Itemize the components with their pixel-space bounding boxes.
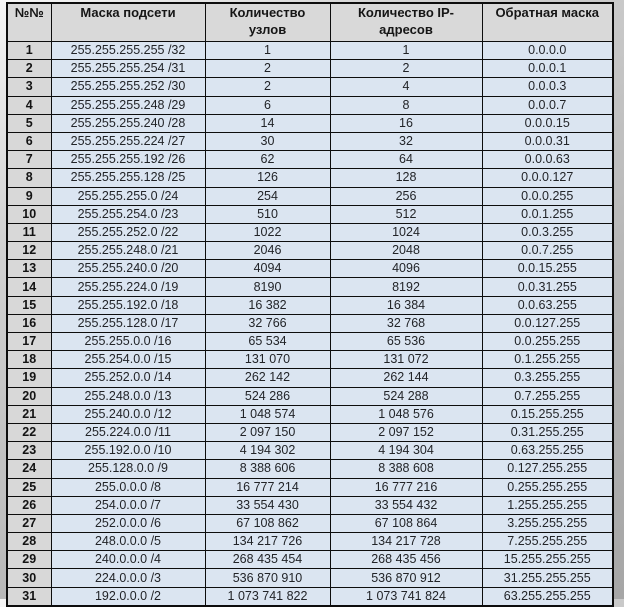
table-row [7,60,613,78]
cell-ip-count: 2048 [330,242,482,260]
cell-ip-count: 134 217 728 [330,533,482,551]
cell-inverse-mask: 0.0.63.255 [482,296,613,314]
cell-inverse-mask: 0.0.15.255 [482,260,613,278]
header-ip-count [330,3,482,42]
cell-subnet-mask: 255.128.0.0 /9 [51,460,205,478]
cell-subnet-mask: 255.255.240.0 /20 [51,260,205,278]
cell-ip-count: 67 108 864 [330,514,482,532]
table-row [7,587,613,606]
cell-host-count: 126 [205,169,330,187]
cell-host-count: 65 534 [205,333,330,351]
table-row [7,478,613,496]
cell-subnet-mask: 255.255.255.252 /30 [51,78,205,96]
table-row [7,569,613,587]
cell-ip-count: 524 288 [330,387,482,405]
cell-ip-count: 1 073 741 824 [330,587,482,606]
cell-subnet-mask: 255.255.128.0 /17 [51,314,205,332]
cell-inverse-mask: 0.0.0.3 [482,78,613,96]
cell-number: 11 [7,223,51,241]
cell-number: 23 [7,442,51,460]
cell-host-count: 8 388 606 [205,460,330,478]
table-row [7,242,613,260]
cell-host-count: 1022 [205,223,330,241]
cell-host-count: 14 [205,114,330,132]
header-line: узлов [248,22,287,37]
cell-inverse-mask: 0.3.255.255 [482,369,613,387]
cell-number: 16 [7,314,51,332]
cell-host-count: 2 097 150 [205,423,330,441]
cell-ip-count: 256 [330,187,482,205]
cell-subnet-mask: 192.0.0.0 /2 [51,587,205,606]
cell-number: 7 [7,151,51,169]
cell-number: 18 [7,351,51,369]
cell-host-count: 4094 [205,260,330,278]
cell-inverse-mask: 0.0.31.255 [482,278,613,296]
cell-subnet-mask: 255.192.0.0 /10 [51,442,205,460]
table-row [7,551,613,569]
cell-inverse-mask: 0.0.0.31 [482,132,613,150]
table-row [7,96,613,114]
cell-inverse-mask: 0.15.255.255 [482,405,613,423]
cell-subnet-mask: 255.254.0.0 /15 [51,351,205,369]
cell-ip-count: 16 777 216 [330,478,482,496]
cell-host-count: 16 382 [205,296,330,314]
cell-inverse-mask: 0.0.3.255 [482,223,613,241]
table-row [7,78,613,96]
cell-ip-count: 16 384 [330,296,482,314]
cell-host-count: 2046 [205,242,330,260]
cell-number: 2 [7,60,51,78]
header-row [7,3,613,42]
cell-host-count: 131 070 [205,351,330,369]
cell-ip-count: 262 144 [330,369,482,387]
cell-host-count: 67 108 862 [205,514,330,532]
cell-number: 12 [7,242,51,260]
header-line: Количество IP- [358,5,454,20]
cell-host-count: 2 [205,60,330,78]
cell-inverse-mask: 0.0.0.127 [482,169,613,187]
cell-inverse-mask: 1.255.255.255 [482,496,613,514]
cell-subnet-mask: 255.248.0.0 /13 [51,387,205,405]
cell-host-count: 254 [205,187,330,205]
cell-inverse-mask: 0.63.255.255 [482,442,613,460]
cell-host-count: 268 435 454 [205,551,330,569]
table-row [7,114,613,132]
cell-inverse-mask: 0.0.1.255 [482,205,613,223]
cell-host-count: 8190 [205,278,330,296]
cell-number: 29 [7,551,51,569]
table-row [7,333,613,351]
cell-host-count: 536 870 910 [205,569,330,587]
cell-subnet-mask: 255.255.252.0 /22 [51,223,205,241]
cell-host-count: 134 217 726 [205,533,330,551]
cell-ip-count: 32 [330,132,482,150]
table-row [7,460,613,478]
cell-subnet-mask: 255.252.0.0 /14 [51,369,205,387]
cell-subnet-mask: 255.224.0.0 /11 [51,423,205,441]
cell-inverse-mask: 0.0.0.1 [482,60,613,78]
cell-subnet-mask: 240.0.0.0 /4 [51,551,205,569]
table-row [7,151,613,169]
cell-host-count: 62 [205,151,330,169]
cell-ip-count: 32 768 [330,314,482,332]
cell-number: 9 [7,187,51,205]
cell-inverse-mask: 0.127.255.255 [482,460,613,478]
cell-host-count: 16 777 214 [205,478,330,496]
header-subnet-mask [51,3,205,42]
cell-subnet-mask: 255.255.248.0 /21 [51,242,205,260]
cell-number: 3 [7,78,51,96]
cell-ip-count: 2 [330,60,482,78]
header-line: адресов [379,22,433,37]
cell-number: 5 [7,114,51,132]
cell-ip-count: 128 [330,169,482,187]
table-row [7,314,613,332]
cell-number: 8 [7,169,51,187]
cell-ip-count: 8192 [330,278,482,296]
cell-host-count: 6 [205,96,330,114]
cell-inverse-mask: 31.255.255.255 [482,569,613,587]
cell-subnet-mask: 255.0.0.0 /8 [51,478,205,496]
cell-ip-count: 536 870 912 [330,569,482,587]
cell-inverse-mask: 0.0.0.63 [482,151,613,169]
cell-inverse-mask: 0.255.255.255 [482,478,613,496]
cell-ip-count: 1 [330,42,482,60]
cell-inverse-mask: 0.0.0.15 [482,114,613,132]
cell-host-count: 262 142 [205,369,330,387]
cell-inverse-mask: 3.255.255.255 [482,514,613,532]
cell-number: 28 [7,533,51,551]
cell-ip-count: 131 072 [330,351,482,369]
header-line: №№ [14,5,44,20]
cell-host-count: 1 [205,42,330,60]
cell-inverse-mask: 0.7.255.255 [482,387,613,405]
table-row [7,423,613,441]
cell-subnet-mask: 254.0.0.0 /7 [51,496,205,514]
cell-host-count: 32 766 [205,314,330,332]
cell-ip-count: 4 [330,78,482,96]
table-row [7,405,613,423]
cell-host-count: 524 286 [205,387,330,405]
table-row [7,260,613,278]
table-row [7,296,613,314]
cell-ip-count: 1 048 576 [330,405,482,423]
cell-number: 24 [7,460,51,478]
cell-ip-count: 64 [330,151,482,169]
cell-number: 26 [7,496,51,514]
cell-inverse-mask: 0.0.0.7 [482,96,613,114]
cell-ip-count: 4096 [330,260,482,278]
header-number [7,3,51,42]
cell-number: 25 [7,478,51,496]
cell-subnet-mask: 255.255.255.192 /26 [51,151,205,169]
table-row [7,42,613,60]
cell-ip-count: 8 388 608 [330,460,482,478]
table-row [7,514,613,532]
cell-inverse-mask: 0.0.255.255 [482,333,613,351]
cell-inverse-mask: 63.255.255.255 [482,587,613,606]
cell-ip-count: 1024 [330,223,482,241]
cell-ip-count: 33 554 432 [330,496,482,514]
cell-inverse-mask: 0.0.0.255 [482,187,613,205]
cell-host-count: 4 194 302 [205,442,330,460]
cell-subnet-mask: 255.240.0.0 /12 [51,405,205,423]
header-line: Маска подсети [80,5,176,20]
table-row [7,442,613,460]
cell-subnet-mask: 255.255.254.0 /23 [51,205,205,223]
cell-number: 21 [7,405,51,423]
cell-inverse-mask: 15.255.255.255 [482,551,613,569]
cell-number: 15 [7,296,51,314]
cell-number: 14 [7,278,51,296]
cell-host-count: 30 [205,132,330,150]
table-row [7,278,613,296]
cell-inverse-mask: 0.31.255.255 [482,423,613,441]
header-line: Обратная маска [495,5,600,20]
table-row [7,205,613,223]
table-row [7,496,613,514]
table-row [7,132,613,150]
cell-host-count: 510 [205,205,330,223]
cell-number: 30 [7,569,51,587]
cell-number: 13 [7,260,51,278]
table-row [7,369,613,387]
table-row [7,351,613,369]
cell-subnet-mask: 255.255.0.0 /16 [51,333,205,351]
cell-number: 27 [7,514,51,532]
cell-inverse-mask: 7.255.255.255 [482,533,613,551]
cell-inverse-mask: 0.0.127.255 [482,314,613,332]
cell-host-count: 1 073 741 822 [205,587,330,606]
table-row [7,223,613,241]
header-inverse-mask [482,3,613,42]
cell-number: 31 [7,587,51,606]
table-row [7,387,613,405]
cell-subnet-mask: 255.255.224.0 /19 [51,278,205,296]
cell-number: 6 [7,132,51,150]
cell-ip-count: 16 [330,114,482,132]
cell-ip-count: 268 435 456 [330,551,482,569]
cell-number: 22 [7,423,51,441]
cell-ip-count: 65 536 [330,333,482,351]
cell-number: 20 [7,387,51,405]
cell-subnet-mask: 255.255.255.255 /32 [51,42,205,60]
table-row [7,187,613,205]
cell-subnet-mask: 255.255.255.0 /24 [51,187,205,205]
cell-number: 17 [7,333,51,351]
table-row [7,533,613,551]
cell-host-count: 1 048 574 [205,405,330,423]
cell-subnet-mask: 224.0.0.0 /3 [51,569,205,587]
header-host-count [205,3,330,42]
cell-host-count: 2 [205,78,330,96]
cell-ip-count: 2 097 152 [330,423,482,441]
cell-inverse-mask: 0.1.255.255 [482,351,613,369]
table-body [7,42,613,606]
cell-subnet-mask: 255.255.192.0 /18 [51,296,205,314]
cell-inverse-mask: 0.0.7.255 [482,242,613,260]
cell-number: 4 [7,96,51,114]
cell-number: 1 [7,42,51,60]
cell-subnet-mask: 255.255.255.248 /29 [51,96,205,114]
cell-host-count: 33 554 430 [205,496,330,514]
cell-subnet-mask: 255.255.255.224 /27 [51,132,205,150]
header-line: Количество [229,5,306,20]
cell-subnet-mask: 252.0.0.0 /6 [51,514,205,532]
cell-inverse-mask: 0.0.0.0 [482,42,613,60]
cell-subnet-mask: 255.255.255.128 /25 [51,169,205,187]
table-row [7,169,613,187]
cell-subnet-mask: 255.255.255.240 /28 [51,114,205,132]
subnet-mask-table [6,2,614,607]
cell-subnet-mask: 248.0.0.0 /5 [51,533,205,551]
cell-ip-count: 512 [330,205,482,223]
cell-subnet-mask: 255.255.255.254 /31 [51,60,205,78]
cell-number: 10 [7,205,51,223]
cell-ip-count: 4 194 304 [330,442,482,460]
table-header [7,3,613,42]
cell-number: 19 [7,369,51,387]
cell-ip-count: 8 [330,96,482,114]
